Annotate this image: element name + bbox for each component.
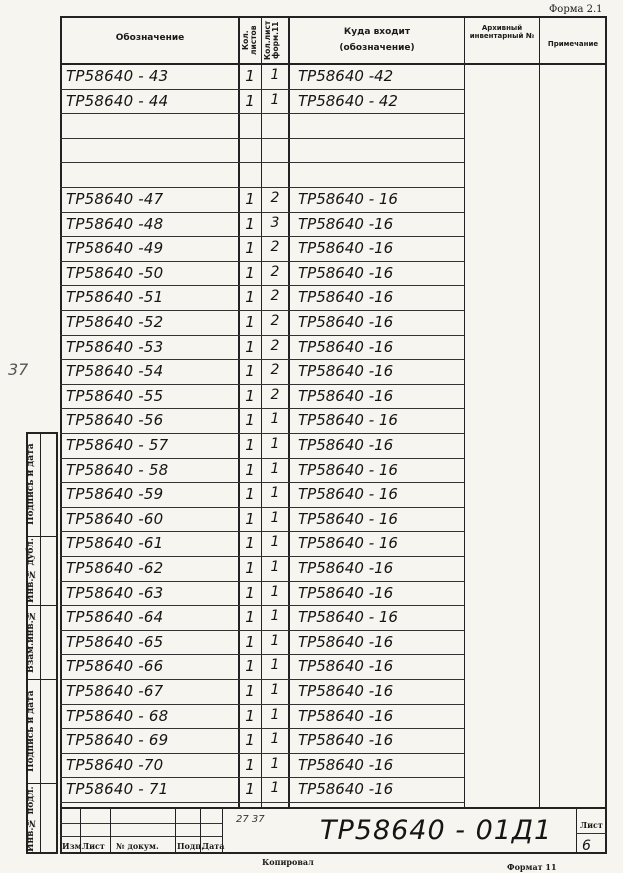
col-divider [464, 16, 465, 809]
row-where-used: ТР58640 -16 [298, 780, 394, 799]
row-where-used: ТР58640 -16 [298, 263, 394, 282]
row-sheets: 1 [245, 682, 255, 700]
header-note: Примечание [547, 40, 599, 48]
row-designation: ТР58640 -51 [66, 288, 164, 307]
sheet-number: 6 [582, 838, 591, 854]
row-sheets: 1 [245, 780, 255, 799]
form-label: Форма 2.1 [549, 4, 603, 15]
row-line [60, 212, 464, 213]
row-line [60, 261, 464, 262]
row-format-sheets: 1 [270, 67, 280, 83]
header-where-used: Куда входит [343, 27, 411, 37]
row-where-used: ТР58640 -16 [298, 362, 394, 381]
row-designation: ТР58640 - 68 [66, 706, 169, 725]
row-format-sheets: 1 [270, 91, 280, 108]
row-format-sheets: 1 [270, 411, 280, 428]
row-sheets: 1 [245, 534, 255, 553]
row-designation: ТР58640 -65 [66, 632, 164, 651]
label-list: Лист [82, 841, 105, 851]
row-format-sheets: 1 [270, 534, 280, 551]
row-line [60, 89, 464, 90]
row-designation: ТР58640 -49 [66, 239, 164, 258]
header-designation: Обозначение [115, 33, 185, 43]
row-line [60, 236, 464, 237]
handwritten-marks: 27 37 [236, 814, 265, 825]
title-block-line [576, 833, 607, 834]
row-sheets: 1 [245, 583, 255, 602]
title-block-divider [576, 809, 577, 854]
row-format-sheets: 1 [270, 632, 280, 649]
side-label-replace-inv: Взам.инв.№ [26, 610, 36, 674]
row-line [60, 507, 464, 508]
row-sheets: 1 [245, 485, 255, 504]
row-where-used: ТР58640 -16 [298, 755, 394, 774]
side-label-inv-dup: Инв.№ дубл. [26, 538, 36, 604]
header-where-used-sub: (обозначение) [339, 43, 415, 53]
row-sheets: 1 [245, 706, 255, 725]
row-sheets: 1 [245, 632, 255, 651]
row-sheets: 1 [245, 263, 255, 282]
row-line [60, 285, 464, 286]
row-sheets: 1 [245, 411, 255, 430]
row-designation: ТР58640 -61 [66, 534, 164, 553]
row-where-used: ТР58640 - 42 [298, 91, 398, 110]
row-line [60, 310, 464, 311]
row-format-sheets: 2 [270, 190, 280, 206]
row-designation: ТР58640 -52 [66, 313, 164, 331]
row-where-used: ТР58640 -42 [298, 67, 394, 85]
row-designation: ТР58640 - 71 [66, 780, 169, 799]
row-format-sheets: 2 [270, 337, 280, 354]
col-divider [288, 16, 290, 809]
header-archive: Архивный инвентарный № [469, 24, 535, 40]
row-format-sheets: 1 [270, 436, 280, 452]
title-block-line [60, 823, 222, 824]
row-line [60, 187, 464, 188]
row-designation: ТР58640 - 57 [66, 436, 169, 454]
row-format-sheets: 2 [270, 263, 280, 280]
row-where-used: ТР58640 - 16 [298, 534, 398, 553]
row-format-sheets: 1 [270, 682, 280, 698]
side-stamp-line [26, 783, 58, 784]
row-sheets: 1 [245, 509, 255, 528]
row-format-sheets: 1 [270, 731, 280, 748]
row-designation: ТР58640 -63 [66, 583, 164, 602]
row-sheets: 1 [245, 608, 255, 627]
row-format-sheets: 2 [270, 288, 280, 305]
row-line [60, 482, 464, 483]
row-sheets: 1 [245, 436, 255, 454]
margin-note: 37 [8, 360, 29, 379]
side-stamp-line [26, 605, 58, 606]
header-qty-format: Кол.лист форм.11 [263, 20, 280, 60]
footer-copied: Копировал [262, 857, 314, 867]
row-line [60, 162, 464, 163]
row-sheets: 1 [245, 67, 255, 85]
row-designation: ТР58640 -70 [66, 755, 164, 774]
row-line [60, 654, 464, 655]
row-format-sheets: 2 [270, 362, 280, 379]
row-format-sheets: 1 [270, 583, 280, 600]
row-line [60, 335, 464, 336]
row-designation: ТР58640 -62 [66, 559, 164, 577]
row-format-sheets: 1 [270, 755, 280, 772]
sheet-label: Лист [580, 820, 603, 830]
row-format-sheets: 1 [270, 657, 280, 674]
row-sheets: 1 [245, 288, 255, 307]
row-sheets: 1 [245, 657, 255, 676]
side-stamp-line [26, 679, 58, 680]
row-line [60, 408, 464, 409]
row-where-used: ТР58640 -16 [298, 706, 394, 725]
row-line [60, 753, 464, 754]
row-sheets: 1 [245, 214, 255, 233]
row-designation: ТР58640 -54 [66, 362, 164, 381]
row-designation: ТР58640 - 69 [66, 731, 169, 750]
side-label-inv-orig: Инв.№ подл. [26, 786, 36, 852]
row-line [60, 728, 464, 729]
header-bottom-line [60, 63, 607, 65]
row-where-used: ТР58640 -16 [298, 632, 394, 651]
row-format-sheets: 1 [270, 460, 280, 477]
row-where-used: ТР58640 -16 [298, 214, 394, 233]
row-designation: ТР58640 -47 [66, 190, 164, 208]
row-sheets: 1 [245, 190, 255, 208]
label-doc-no: № докум. [116, 841, 159, 851]
row-line [60, 433, 464, 434]
title-block-divider [110, 809, 111, 854]
row-line [60, 704, 464, 705]
row-format-sheets: 1 [270, 559, 280, 575]
side-label-sign-date: Подпись и дата [26, 443, 36, 525]
label-sign: Подп. [177, 841, 204, 851]
row-line [60, 113, 464, 114]
row-sheets: 1 [245, 239, 255, 258]
row-format-sheets: 3 [270, 214, 280, 231]
row-sheets: 1 [245, 731, 255, 750]
footer-format: Формат 11 [507, 862, 557, 872]
row-designation: ТР58640 -55 [66, 386, 164, 405]
row-line [60, 384, 464, 385]
row-designation: ТР58640 -53 [66, 337, 164, 356]
row-line [60, 679, 464, 680]
document-code: ТР58640 - 01Д1 [320, 815, 553, 846]
row-where-used: ТР58640 -16 [298, 239, 394, 258]
row-sheets: 1 [245, 386, 255, 405]
row-designation: ТР58640 -50 [66, 263, 164, 282]
row-where-used: ТР58640 - 16 [298, 485, 398, 504]
row-sheets: 1 [245, 559, 255, 577]
row-line [60, 556, 464, 557]
row-line [60, 458, 464, 459]
row-where-used: ТР58640 -16 [298, 583, 394, 602]
row-designation: ТР58640 -56 [66, 411, 164, 430]
row-where-used: ТР58640 -16 [298, 313, 394, 331]
row-where-used: ТР58640 - 16 [298, 190, 398, 208]
row-line [60, 802, 464, 803]
row-where-used: ТР58640 -16 [298, 682, 394, 700]
row-where-used: ТР58640 -16 [298, 337, 394, 356]
row-designation: ТР58640 -64 [66, 608, 164, 627]
row-format-sheets: 1 [270, 706, 280, 723]
row-sheets: 1 [245, 313, 255, 331]
row-format-sheets: 2 [270, 313, 280, 329]
row-line [60, 138, 464, 139]
row-where-used: ТР58640 -16 [298, 386, 394, 405]
row-line [60, 777, 464, 778]
title-block-line [60, 836, 222, 837]
row-format-sheets: 1 [270, 485, 280, 502]
row-where-used: ТР58640 - 16 [298, 509, 398, 528]
row-designation: ТР58640 -67 [66, 682, 164, 700]
row-where-used: ТР58640 -16 [298, 288, 394, 307]
row-line [60, 605, 464, 606]
row-format-sheets: 1 [270, 608, 280, 625]
row-format-sheets: 2 [270, 386, 280, 403]
row-sheets: 1 [245, 460, 255, 479]
title-block-divider [175, 809, 176, 854]
row-sheets: 1 [245, 362, 255, 381]
row-sheets: 1 [245, 337, 255, 356]
row-designation: ТР58640 -60 [66, 509, 164, 528]
row-format-sheets: 1 [270, 780, 280, 797]
row-designation: ТР58640 - 44 [66, 91, 169, 110]
row-where-used: ТР58640 -16 [298, 559, 394, 577]
header-qty-sheets: Кол. листов [241, 25, 258, 55]
row-sheets: 1 [245, 91, 255, 110]
row-designation: ТР58640 -66 [66, 657, 164, 676]
row-format-sheets: 1 [270, 509, 280, 526]
row-where-used: ТР58640 - 16 [298, 608, 398, 627]
row-line [60, 531, 464, 532]
row-where-used: ТР58640 - 16 [298, 411, 398, 430]
row-where-used: ТР58640 -16 [298, 657, 394, 676]
row-line [60, 359, 464, 360]
row-designation: ТР58640 - 43 [66, 67, 169, 85]
row-line [60, 581, 464, 582]
row-format-sheets: 2 [270, 239, 280, 256]
row-designation: ТР58640 - 58 [66, 460, 169, 479]
row-designation: ТР58640 -48 [66, 214, 164, 233]
side-label-sign-date: Подпись и дата [26, 690, 36, 772]
col-divider [539, 16, 540, 809]
row-where-used: ТР58640 - 16 [298, 460, 398, 479]
row-designation: ТР58640 -59 [66, 485, 164, 504]
side-stamp-line [26, 536, 58, 537]
row-sheets: 1 [245, 755, 255, 774]
side-stamp-divider [40, 432, 41, 854]
row-line [60, 630, 464, 631]
label-izm: Изм [62, 841, 82, 851]
row-where-used: ТР58640 -16 [298, 436, 394, 454]
row-where-used: ТР58640 -16 [298, 731, 394, 750]
label-date: Дата [202, 841, 225, 851]
